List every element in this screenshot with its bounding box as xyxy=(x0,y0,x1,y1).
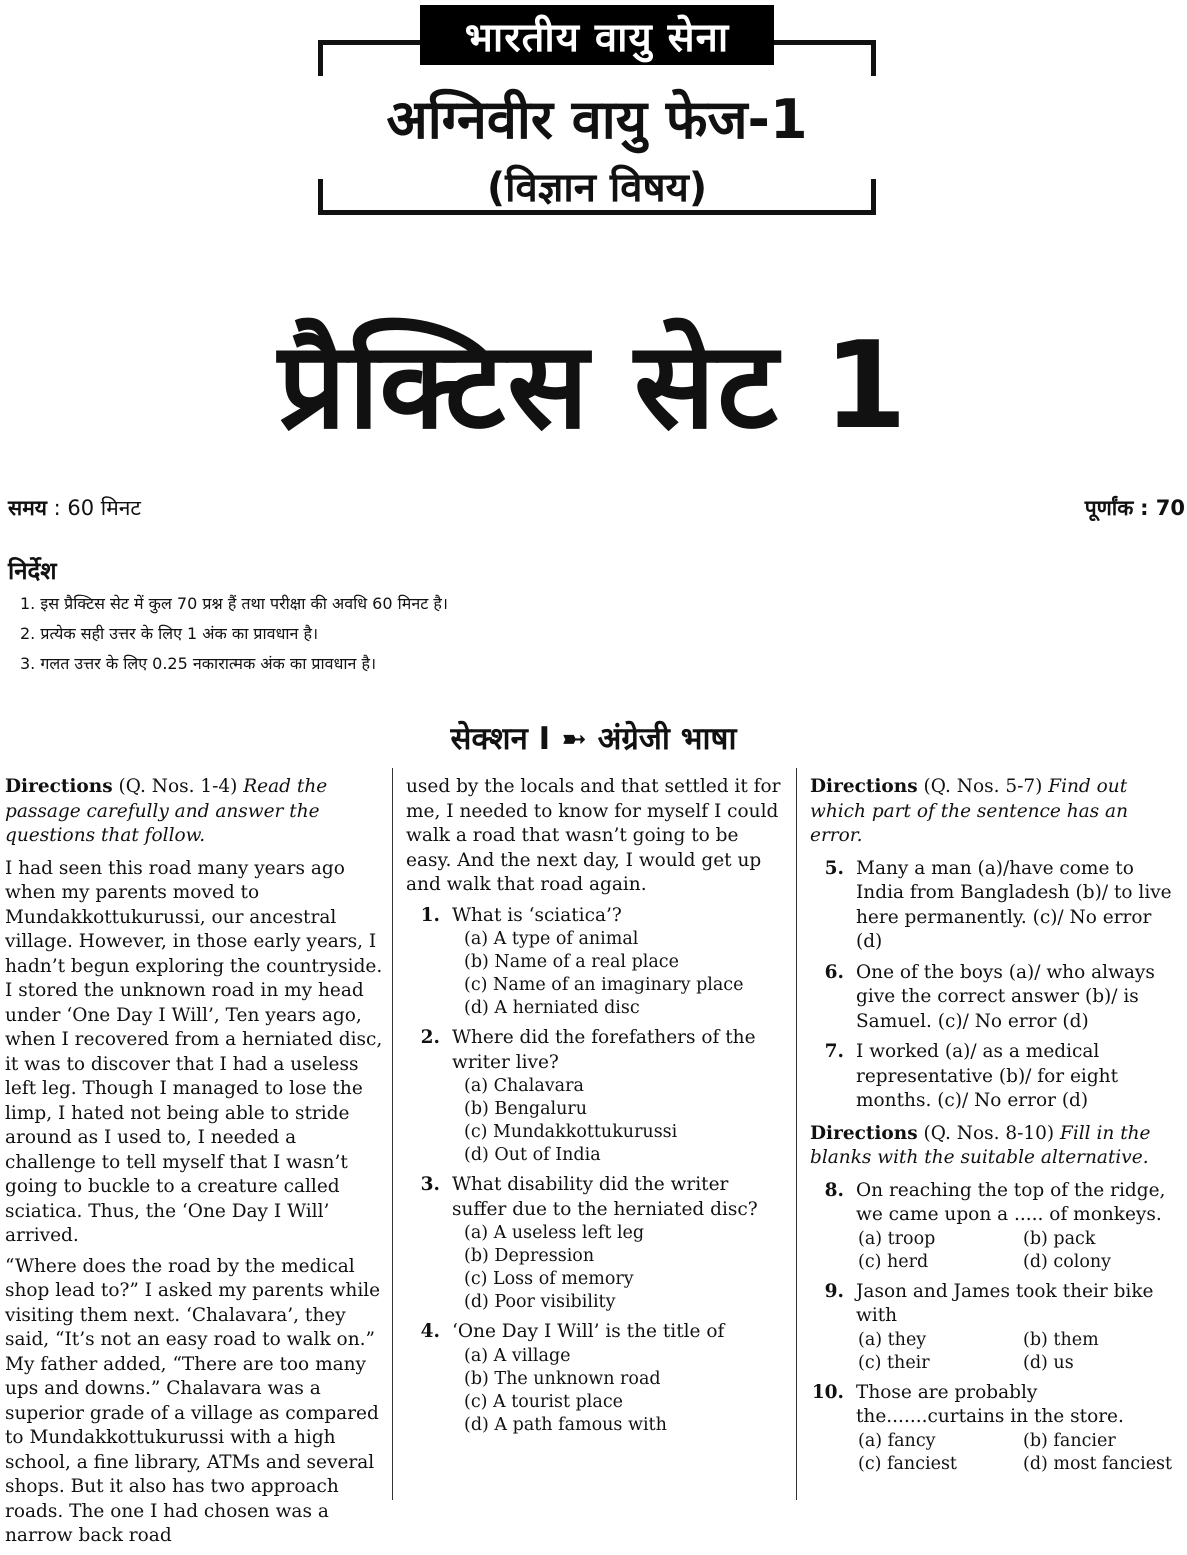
time-label: समय xyxy=(8,496,47,520)
option: (a) A village xyxy=(464,1345,571,1366)
directions-lead: Directions xyxy=(5,776,113,797)
question-text: I worked (a)/ as a medical representative (b)/ for eight months. (c)/ No error (d) xyxy=(856,1041,1119,1111)
option: (d) Out of India xyxy=(464,1145,601,1165)
option: (a) they xyxy=(858,1329,927,1350)
frame-line xyxy=(871,40,876,76)
directions-range: (Q. Nos. 5-7) xyxy=(923,776,1043,797)
question-text: What is ‘sciatica’? xyxy=(452,904,622,926)
question-number: 4. xyxy=(420,1321,440,1342)
option: (d) A path famous with xyxy=(464,1414,667,1435)
exam-title: अग्निवीर वायु फेज-1 xyxy=(386,88,808,151)
passage-paragraph: “Where does the road by the medical shop lead to?” I asked my parents while visiting them next. ‘Chalavara’, they said, “It’s not an easy road to walk on.” My father added, “There are too many ups and downs.” Chalavara was a superior grade of a village as compared to Mundakkottukurussi with a high school, a fine library, ATMs and several shops. But it also has two approach roads. The one I had chosen was a narrow back road xyxy=(5,1255,381,1546)
marks-value: : 70 xyxy=(1140,496,1185,520)
subject-title: (विज्ञान विषय) xyxy=(486,165,708,211)
option: (b) The unknown road xyxy=(464,1368,661,1389)
instruction-item: 1. इस प्रैक्टिस सेट में कुल 70 प्रश्न हैं तथा परीक्षा की अवधि 60 मिनट है। xyxy=(20,594,448,613)
question-text: ‘One Day I Will’ is the title of xyxy=(452,1321,725,1342)
question xyxy=(810,1040,1182,1114)
instructions-title: निर्देश xyxy=(8,557,57,585)
option: (c) Mundakkottukurussi xyxy=(464,1122,678,1142)
directions-range: (Q. Nos. 8-10) xyxy=(923,1122,1055,1144)
option: (c) Loss of memory xyxy=(464,1269,634,1289)
column-divider xyxy=(392,768,393,1500)
question xyxy=(406,1173,784,1222)
directions-block xyxy=(5,775,383,849)
question-text: What disability did the writer suffer due to the herniated disc? xyxy=(452,1174,758,1220)
options-list xyxy=(406,1222,784,1314)
question xyxy=(406,1026,784,1075)
option: (a) A useless left leg xyxy=(464,1223,645,1243)
option: (b) Depression xyxy=(464,1246,595,1266)
options-grid xyxy=(810,1430,1182,1476)
directions-text: Fill in the blanks with the suitable alternative. xyxy=(810,1122,1151,1168)
option: (a) fancy xyxy=(858,1430,936,1451)
frame-line xyxy=(766,40,876,45)
instruction-item: 2. प्रत्येक सही उत्तर के लिए 1 अंक का प्रावधान है। xyxy=(20,624,319,643)
column-1 xyxy=(5,775,383,1555)
option: (c) their xyxy=(858,1352,930,1373)
marks-label: पूर्णांक xyxy=(1084,496,1134,520)
option: (c) A tourist place xyxy=(464,1391,623,1412)
option: (b) Bengaluru xyxy=(464,1099,588,1119)
directions-lead: Directions xyxy=(810,776,918,797)
option: (c) Name of an imaginary place xyxy=(464,975,744,995)
option: (d) A herniated disc xyxy=(464,998,640,1018)
question-number: 10. xyxy=(811,1381,844,1403)
question-number: 7. xyxy=(824,1041,844,1062)
column-2 xyxy=(406,775,784,1437)
option: (b) pack xyxy=(1023,1228,1096,1249)
option: (a) A type of animal xyxy=(464,929,639,949)
frame-line xyxy=(318,40,433,45)
directions-block xyxy=(810,1122,1182,1171)
question-text: Where did the forefathers of the writer live? xyxy=(452,1027,756,1073)
meta-row xyxy=(8,494,1187,524)
directions-text: Find out which part of the sentence has an error. xyxy=(810,776,1129,846)
option: (d) most fanciest xyxy=(1023,1453,1173,1474)
column-divider xyxy=(796,768,797,1500)
question-text: One of the boys (a)/ who always give the correct answer (b)/ is Samuel. (c)/ No error (d) xyxy=(856,961,1155,1032)
question-number: 5. xyxy=(824,857,844,879)
question-number: 6. xyxy=(824,961,844,983)
option: (b) them xyxy=(1023,1329,1099,1350)
option: (a) troop xyxy=(858,1228,936,1249)
question xyxy=(810,1280,1182,1329)
directions-lead: Directions xyxy=(810,1122,918,1144)
options-list xyxy=(406,1345,784,1437)
question xyxy=(406,1320,784,1345)
option: (c) herd xyxy=(858,1251,929,1272)
option: (a) Chalavara xyxy=(464,1076,584,1096)
question-text: Those are probably the.......curtains in the store. xyxy=(856,1381,1124,1427)
marks-info xyxy=(1085,494,1185,522)
question-number: 2. xyxy=(420,1027,440,1048)
options-list xyxy=(406,1075,784,1167)
question-number: 9. xyxy=(824,1280,844,1302)
question-text: On reaching the top of the ridge, we came upon a ..... of monkeys. xyxy=(856,1179,1166,1225)
option: (d) Poor visibility xyxy=(464,1292,616,1312)
option: (d) colony xyxy=(1023,1251,1112,1272)
section-heading: सेक्शन I ➼ अंग्रेजी भाषा xyxy=(450,721,737,757)
question xyxy=(810,961,1182,1035)
time-info xyxy=(8,494,141,522)
question xyxy=(810,1179,1182,1228)
options-grid xyxy=(810,1329,1182,1375)
question xyxy=(406,904,784,929)
option: (d) us xyxy=(1023,1352,1074,1373)
directions-range: (Q. Nos. 1-4) xyxy=(118,776,238,797)
question-number: 8. xyxy=(824,1179,844,1201)
option: (c) fanciest xyxy=(858,1453,957,1474)
options-list xyxy=(406,928,784,1020)
option: (b) Name of a real place xyxy=(464,952,679,972)
practice-set-title: प्रैक्टिस सेट 1 xyxy=(277,317,909,456)
frame-line xyxy=(318,40,323,76)
time-value: : 60 मिनट xyxy=(53,496,142,520)
directions-text: Read the passage carefully and answer the questions that follow. xyxy=(5,776,328,846)
question-number: 3. xyxy=(420,1174,440,1195)
question xyxy=(810,857,1182,955)
question-text: Jason and James took their bike with xyxy=(856,1280,1154,1326)
column-3 xyxy=(810,775,1182,1476)
options-grid xyxy=(810,1228,1182,1274)
passage-paragraph: used by the locals and that settled it for me, I needed to know for myself I could walk a road that wasn’t going to be easy. And the next day, I would get up and walk that road again. xyxy=(406,776,781,895)
question xyxy=(810,1381,1182,1430)
passage-paragraph: I had seen this road many years ago when my parents moved to Mundakkottukurussi, our ancestral village. However, in those early years, I hadn’t begun exploring the countryside. I stored the unknown road in my head under ‘One Day I Will’, Ten years ago, when I recovered from a herniated disc, it was to discover that I had a useless left leg. Though I managed to lose the limp, I hated not being able to stride around as I used to, I needed a challenge to tell myself that I wasn’t going to buckle to a creature called sciatica. Thus, the ‘One Day I Will’ arrived. xyxy=(5,857,383,1246)
instructions-list xyxy=(20,592,448,682)
directions-block xyxy=(810,775,1182,849)
option: (b) fancier xyxy=(1023,1430,1116,1451)
org-banner: भारतीय वायु सेना xyxy=(420,5,774,65)
question-text: Many a man (a)/have come to India from Bangladesh (b)/ to live here permanently. (c)/ No error (d) xyxy=(856,857,1172,952)
question-number: 1. xyxy=(420,904,440,926)
instruction-item: 3. गलत उत्तर के लिए 0.25 नकारात्मक अंक का प्रावधान है। xyxy=(20,654,377,673)
